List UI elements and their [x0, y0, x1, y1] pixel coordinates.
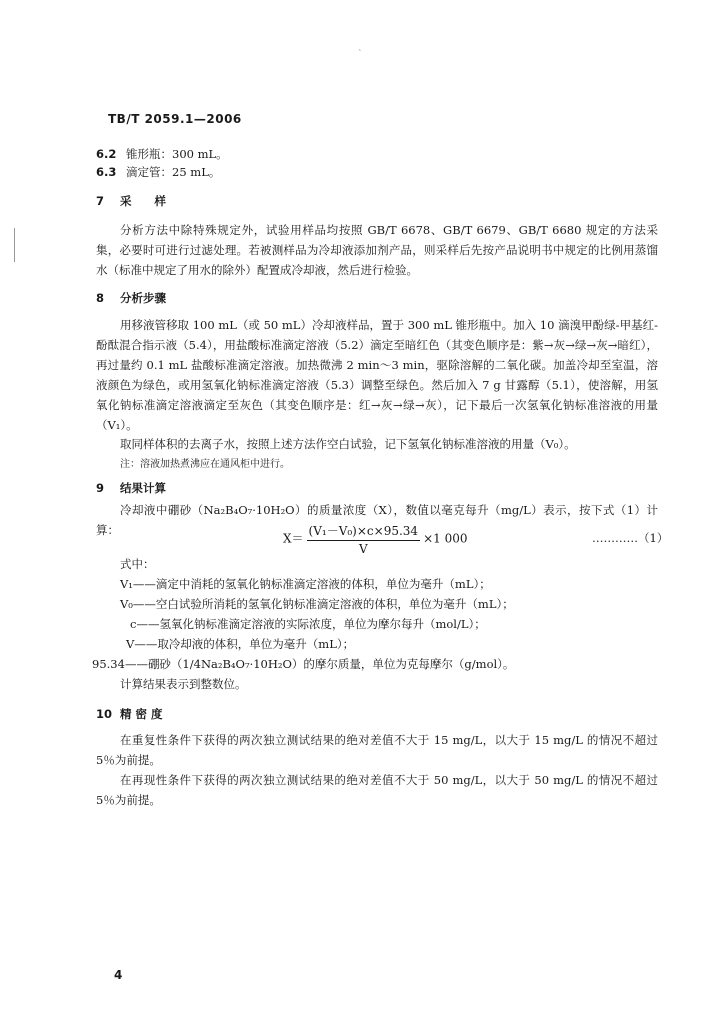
section-8-paragraph-2: 取同样体积的去离子水，按照上述方法作空白试验，记下氢氧化钠标准溶液的用量（V₀）。 — [120, 437, 576, 451]
section-10-paragraph-2: 在再现性条件下获得的两次独立测试结果的绝对差值不大于 50 mg/L，以大于 50 mg/L 的情况不超过 5％为前提。 — [96, 773, 658, 807]
section-8-heading — [96, 290, 166, 306]
scan-speck: ˛ — [358, 42, 362, 51]
formula-lhs: X＝ — [283, 531, 304, 546]
section-8-paragraph-1: 用移液管移取 100 mL（或 50 mL）冷却液样品，置于 300 mL 锥形瓶中。加入 10 滴溴甲酚绿-甲基红-酚酞混合指示液（5.4），用盐酸标准滴定溶液（5.2）滴定至暗红色（其变色顺序是：紫→灰→绿→灰→暗红），再过量约 0.1 mL 盐酸标准滴定溶液。加热微沸 2 min～3 min，驱除溶解的二氧化碳。加盖冷却至室温，溶液颜色为绿色，或用氢氧化钠标准滴定溶液（5.3）调整至绿色。然后加入 7 g 甘露醇（5.1），使溶解，用氢氧化钠标准滴定溶液滴定至灰色（其变色顺序是：红→灰→绿→灰），记下最后一次氢氧化钠标准溶液的用量（V₁）。 — [96, 318, 658, 432]
section-9-intro: 冷却液中硼砂（Na₂B₄O₇·10H₂O）的质量浓度（X），数值以毫克每升（mg/L）表示，按下式（1）计算： — [96, 503, 658, 537]
section-7-number: 7 — [96, 194, 105, 208]
clause-6-2 — [96, 146, 228, 162]
where-symbol: V₀ — [120, 597, 133, 611]
where-item-v1 — [120, 576, 491, 592]
where-item-v — [126, 636, 354, 652]
formula-numerator: (V₁－V₀)×c×95.34 — [307, 522, 421, 541]
result-precision-note: 计算结果表示到整数位。 — [120, 677, 247, 691]
where-description: ——氢氧化钠标准滴定溶液的实际浓度，单位为摩尔每升（mol/L）； — [136, 617, 486, 631]
section-7-heading — [96, 193, 166, 209]
formula-1 — [283, 522, 467, 556]
where-item-v0 — [120, 596, 514, 612]
formula-equation-number: …………（1） — [592, 531, 669, 545]
page-number: 4 — [114, 968, 123, 982]
standard-code-header: TB/T 2059.1—2006 — [108, 112, 242, 126]
clause-6-3-number: 6.3 — [96, 165, 117, 179]
section-8-note: 注：溶液加热煮沸应在通风柜中进行。 — [120, 459, 290, 470]
section-8-title: 分析步骤 — [120, 291, 166, 305]
section-10-title: 精 密 度 — [120, 707, 163, 721]
section-9-title: 结果计算 — [120, 481, 166, 495]
section-7-title: 采 样 — [120, 194, 166, 208]
section-10-paragraph-1: 在重复性条件下获得的两次独立测试结果的绝对差值不大于 15 mg/L，以大于 15 mg/L 的情况不超过 5％为前提。 — [96, 733, 658, 767]
section-8-number: 8 — [96, 291, 105, 305]
where-symbol: c — [130, 617, 137, 631]
clause-6-3 — [96, 164, 220, 180]
where-symbol: 95.34 — [92, 657, 125, 671]
section-9-number: 9 — [96, 481, 105, 495]
where-symbol: V — [126, 637, 135, 651]
where-item-c — [130, 616, 486, 632]
where-description: ——硼砂（1/4Na₂B₄O₇·10H₂O）的摩尔质量，单位为克每摩尔（g/mol）。 — [124, 657, 515, 671]
clause-6-2-number: 6.2 — [96, 147, 117, 161]
where-description: ——取冷却液的体积，单位为毫升（mL）； — [134, 637, 355, 651]
section-7-paragraph: 分析方法中除特殊规定外，试验用样品均按照 GB/T 6678、GB/T 6679、GB/T 6680 规定的方法采集，必要时可进行过滤处理。若被测样品为冷却液添加剂产品，则采样后先按产品说明书中规定的比例用蒸馏水（标准中规定了用水的除外）配置成冷却液，然后进行检验。 — [96, 223, 658, 277]
where-label: 式中： — [120, 557, 155, 571]
section-9-heading — [96, 480, 166, 496]
section-10-number: 10 — [96, 707, 113, 721]
clause-6-2-text: 锥形瓶：300 mL。 — [126, 147, 228, 161]
where-description: ——空白试验所消耗的氢氧化钠标准滴定溶液的体积，单位为毫升（mL）； — [132, 597, 514, 611]
clause-6-3-text: 滴定管：25 mL。 — [126, 165, 221, 179]
section-10-heading — [96, 706, 163, 722]
formula-rhs: ×1 000 — [423, 531, 468, 546]
where-description: ——滴定中消耗的氢氧化钠标准滴定溶液的体积，单位为毫升（mL）； — [132, 577, 491, 591]
where-symbol: V₁ — [120, 577, 133, 591]
formula-denominator: V — [358, 542, 368, 556]
formula-fraction — [307, 522, 421, 556]
scan-margin-mark — [14, 228, 15, 262]
where-item-molar-mass — [92, 656, 514, 672]
